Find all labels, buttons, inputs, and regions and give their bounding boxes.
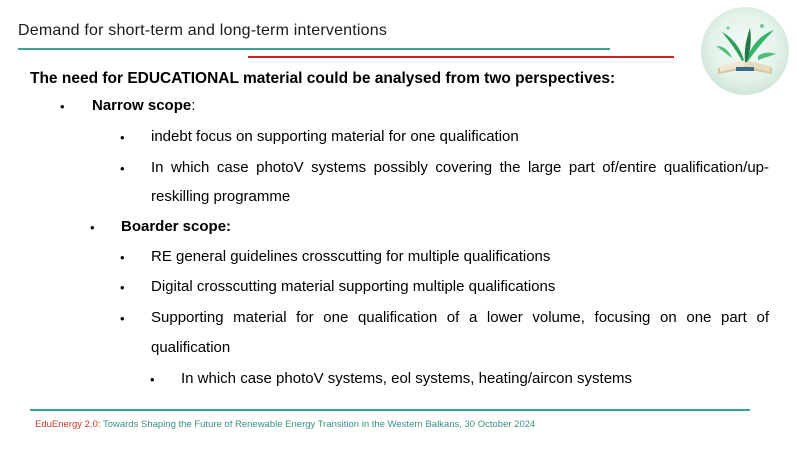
header-teal-divider: [18, 48, 610, 50]
boarder-item-1: RE general guidelines crosscutting for multiple qualifications: [151, 248, 551, 265]
book-leaves-logo-icon: [700, 6, 790, 96]
footer-text: [35, 419, 535, 430]
narrow-item-2-cont: reskilling programme: [151, 188, 291, 205]
bullet-boarder-1: •: [120, 250, 125, 265]
narrow-item-2: In which case photoV systems possibly covering the large part of/entire qualification/up-: [151, 159, 769, 176]
header-red-divider: [248, 56, 674, 58]
bullet-narrow-2: •: [120, 161, 125, 176]
bullet-boarder-sub-1: •: [150, 372, 155, 387]
footer-description: Towards Shaping the Future of Renewable Energy Transition in the Western Balkans, 30 October 2024: [100, 419, 536, 430]
intro-heading: The need for EDUCATIONAL material could be analysed from two perspectives:: [30, 70, 616, 87]
bullet-narrow: •: [60, 99, 65, 114]
narrow-scope-label: Narrow scope: [92, 97, 192, 114]
boarder-subitem-1: In which case photoV systems, eol systems, heating/aircon systems: [181, 370, 633, 387]
boarder-item-2: Digital crosscutting material supporting multiple qualifications: [151, 278, 556, 295]
slide-header-title: Demand for short-term and long-term interventions: [18, 22, 388, 39]
bullet-boarder: •: [90, 220, 95, 235]
narrow-scope-colon: :: [191, 97, 196, 114]
footer-teal-divider: [30, 409, 750, 411]
bullet-narrow-1: •: [120, 130, 125, 145]
boarder-scope-heading: Boarder scope:: [121, 218, 232, 235]
bullet-boarder-2: •: [120, 280, 125, 295]
bullet-boarder-3: •: [120, 311, 125, 326]
narrow-item-1: indebt focus on supporting material for one qualification: [151, 128, 519, 145]
boarder-item-3-cont: qualification: [151, 339, 231, 356]
boarder-item-3: Supporting material for one qualification of a lower volume, focusing on one part of: [151, 309, 769, 326]
footer-brand: EduEnergy 2.0:: [35, 419, 101, 430]
narrow-scope-heading: [92, 92, 195, 120]
